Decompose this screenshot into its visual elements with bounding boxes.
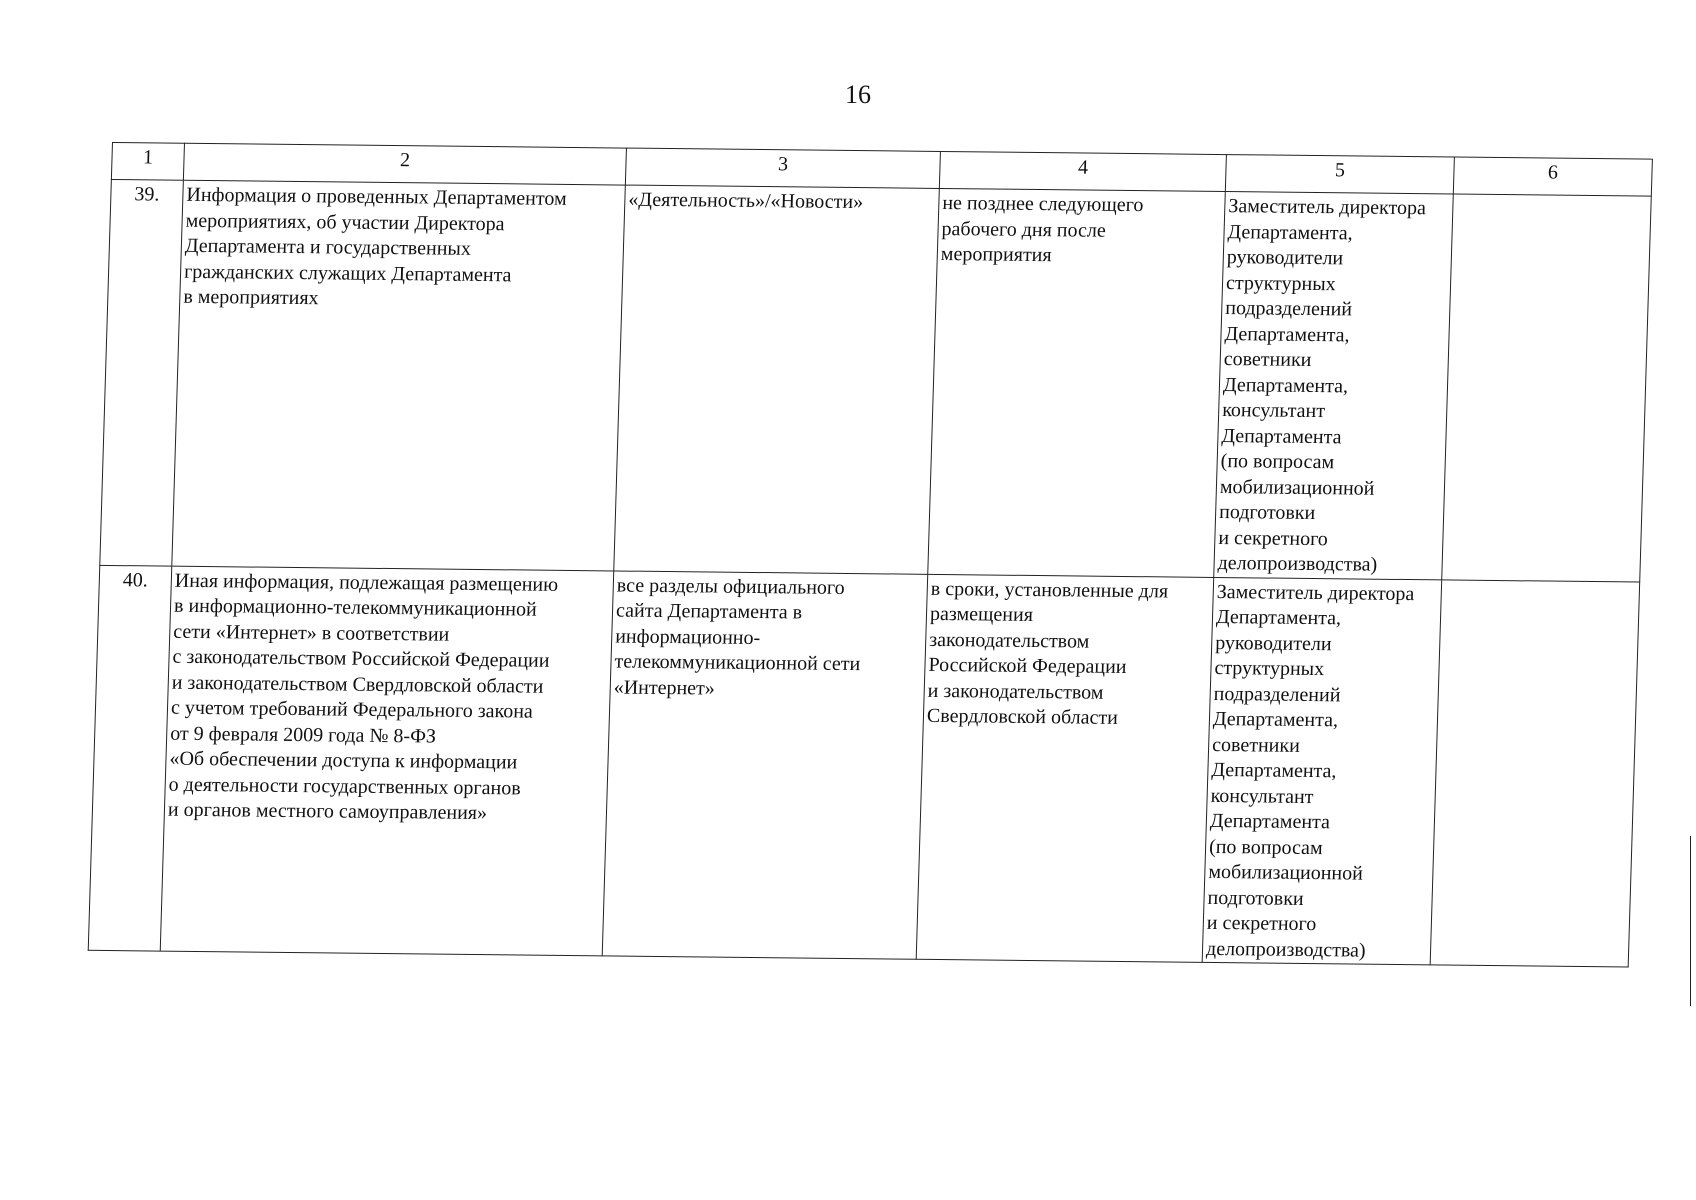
note-cell [1430, 579, 1640, 967]
note-cell [1442, 194, 1652, 582]
responsible-cell: Заместитель директора Департамента, руководители структурных подразделений Департамента, советники Департамента, консультант Департамента (по вопросам мобилизационной подготовки и секретного делопроизводства) [1214, 192, 1454, 580]
scan-edge-line [1690, 836, 1691, 1006]
column-header-1: 1 [111, 143, 184, 181]
information-cell: Информация о проведенных Департаментом мероприятиях, об участии Директора Департамента и государственных гражданских служащих Департамента в мероприятиях [172, 180, 626, 570]
site-section-cell: «Деятельность»/«Новости» [614, 185, 940, 574]
deadline-cell: не позднее следующего рабочего дня после мероприятия [928, 188, 1226, 576]
page-number: 16 [845, 80, 871, 109]
column-header-2: 2 [183, 143, 626, 185]
column-header-4: 4 [939, 151, 1226, 191]
site-section-cell: все разделы официального сайта Департамента в информационно- телекоммуникационной сети «Интернет» [602, 570, 928, 959]
row-number: 39. [100, 179, 184, 565]
table-row [88, 565, 1639, 967]
column-header-6: 6 [1453, 157, 1652, 196]
responsible-cell: Заместитель директора Департамента, руководители структурных подразделений Департамента, советники Департамента, консультант Департамента (по вопросам мобилизационной подготовки и секретного делопроизводства) [1202, 577, 1442, 965]
column-header-5: 5 [1225, 155, 1454, 194]
column-header-3: 3 [625, 148, 940, 188]
row-number: 40. [88, 565, 172, 951]
document-table [88, 142, 1653, 967]
table-row [100, 179, 1651, 581]
information-cell: Иная информация, подлежащая размещению в информационно-телекоммуникационной сети «Интернет» в соответствии с законодательством Российской Федерации и законодательством Свердловской области с учетом требований Федерального закона от 9 февраля 2009 года № 8-ФЗ «Об обеспечении доступа к информации о деятельности государственных органов и органов местного самоуправления» [160, 566, 614, 956]
deadline-cell: в сроки, установленные для размещения законодательством Российской Федерации и законодательством Свердловской области [916, 574, 1214, 962]
